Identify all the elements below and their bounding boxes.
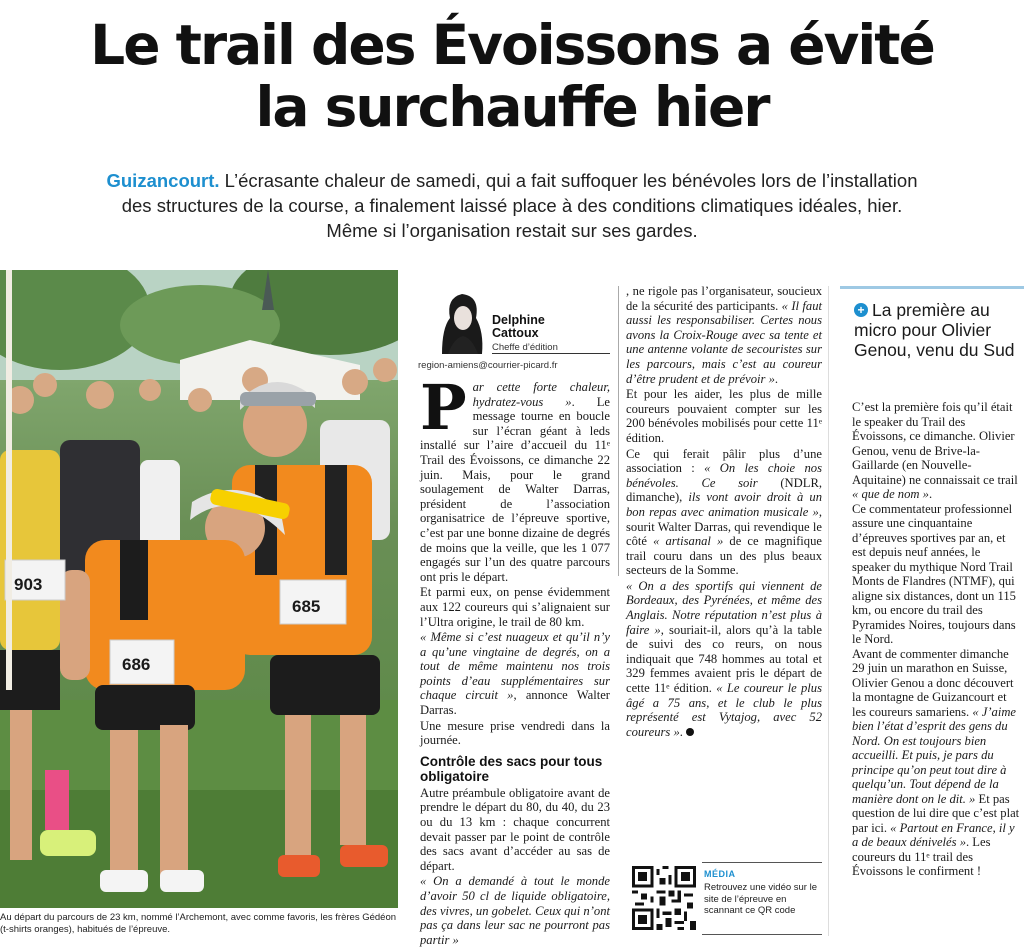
quote: « que de nom » [852, 487, 929, 501]
bib-685: 685 [292, 597, 321, 616]
article-paragraph-6a [420, 874, 610, 947]
quote: « J’aime bien l’état d’esprit des gens du Nord. On est toujours bien accueilli. Et puis, je pars du principe qu’on peut tout dire à quelqu’un. Tout dépend de la manière dont on le dit. » [852, 704, 1017, 806]
bib-903: 903 [14, 575, 43, 594]
lead-text: L’écrasante chaleur de samedi, qui a fait suffoquer les bénévoles lors de l’installation des structures de la course, a finalement laissé place à des conditions climatiques idéales, hier. Même si l’organisation restait sur ses gardes. [121, 170, 918, 241]
article-paragraph-6b [626, 284, 822, 386]
author-last-name: Cattoux [492, 326, 539, 340]
bib-686: 686 [122, 655, 151, 674]
lead-paragraph [100, 168, 924, 243]
text: . [679, 724, 687, 739]
lead-place: Guizancourt. [106, 170, 220, 191]
media-box [630, 862, 824, 940]
sidebar-paragraph-1 [852, 400, 1020, 502]
article-paragraph-5: Autre préambule obligatoire avant de prendre le départ du 80, du 40, du 23 ou du 13 km : chaque concurrent devait passer par le point de contrôle des sacs avant d’accéder au sas de départ. [420, 785, 610, 873]
dropcap: P [420, 371, 467, 444]
author-divider [492, 353, 610, 354]
article-paragraph-4: Une mesure prise vendredi dans la journée. [420, 718, 610, 748]
article-paragraph-3 [420, 630, 610, 718]
author-first-name: Delphine [492, 313, 545, 327]
text: . [928, 487, 933, 501]
text: Ce qui ferait pâlir plus d’une association : [626, 446, 822, 476]
qr-code-icon[interactable] [632, 866, 696, 930]
sidebar-title [854, 300, 1024, 360]
sidebar-paragraph-2: Ce commentateur professionnel assure une cinquantaine d’épreuves sportives par an, et est depuis neuf années, le speaker du mythique Nord Trail Monts de Flandres (NTMF), qui aligne six distances, dont un 115 km, ou encore du trail des Pyramides Noires, toujours dans le Nord. [852, 501, 1016, 646]
article-column-1 [420, 371, 610, 948]
article-paragraph-9 [626, 579, 822, 740]
text: , sourit Walter Darras, qui revendique le côté [626, 504, 822, 549]
quote: « Partout en France, il y a de beaux dénivelés » [852, 820, 1015, 849]
text: Et pas question de lui dire que c’est plat par ici. [852, 791, 1020, 835]
quote: « On a des sportifs qui viennent de Bordeaux, des Pyrénées, et même des Anglais. Notre réputation n’est plus à faire » [626, 578, 822, 637]
article-paragraph-1 [420, 371, 610, 584]
sidebar-box [840, 288, 1024, 378]
media-divider [702, 862, 822, 863]
text: de ce magnifique trail couru dans un des plus beaux secteurs de la Somme. [626, 534, 822, 578]
subheading: Contrôle des sacs pour tous obligatoire [420, 753, 603, 784]
author-block [418, 282, 612, 374]
text: C’est la première fois qu’il était le speaker du Trail des Évoissons, ce dimanche. Olivier Genou, venu de Brive-la-Gaillarde (en Nouvelle-Aquitaine) ne connaissait ce trail [852, 400, 1018, 487]
text: . Le message tourne en boucle sur l’écran géant à leds installé sur l’aire d’accueil du 11ᵉ Trail des Évoissons, ce dimanche 22 juin. Mais, pour le grand soulagement de Walter Darras, président de l’association organisatrice de l’épreuve sportive, c’est par une bonne dizaine de degrés de moins que la veille, que les 1 077 engagés sur l’un des quatre parcours ont pris le départ. [420, 394, 610, 584]
quote: « artisanal » [653, 534, 724, 549]
article-paragraph-8 [626, 447, 822, 578]
sidebar-body [852, 400, 1020, 879]
quote: « Le coureur le plus âgé a 75 ans, et le club le plus représenté est Vytajog, avec 52 coureurs » [626, 681, 822, 739]
sidebar-paragraph-3 [852, 647, 1020, 879]
text: (NDLR, dimanche), [626, 475, 822, 505]
quote: « Même si c’est nuageux et qu’il n’y a qu’une vingtaine de degrés, on a tout de même maintenu nos trois points d’eau supplémentaires sur chaque circuit » [420, 630, 610, 703]
race-start-photo [0, 270, 398, 908]
author-portrait [436, 288, 488, 354]
article-paragraph-2: Et parmi eux, on pense évidemment aux 122 coureurs qui s’alignaient sur l’Ultra origine, le trail de 80 km. [420, 585, 610, 629]
text: Avant de commenter dimanche 29 juin un marathon en Suisse, Olivier Genou a donc découvert la montagne de Guizancourt et les coureurs samariens. [852, 646, 1014, 719]
text: , souriait-il, alors qu’à la table de suivi des co reurs, on nous indiquait que 748 hommes au total et 329 femmes avaient pris le départ de cette 11ᵉ édition. [626, 622, 822, 696]
author-name [492, 314, 582, 340]
quote: « Il faut aussi les responsabiliser. Certes nous avons la Croix-Rouge avec sa tente et une antenne volante de secouristes sur les parcours, mais c’est au coureur d’être prudent et de prévoir » [626, 298, 822, 386]
media-divider-bottom [702, 934, 822, 935]
headline-line-2: la surchauffe hier [255, 75, 769, 139]
media-title: MÉDIA [704, 869, 736, 879]
photo-illustration [0, 270, 398, 908]
sidebar-title-text: La première au micro pour Olivier Genou, venu du Sud [854, 300, 1015, 360]
headline-line-1: Le trail des Évoissons a évité [90, 13, 934, 77]
article-column-2 [626, 284, 822, 740]
author-role: Cheffe d’édition [492, 342, 558, 353]
quote: « On a demandé à tout le monde d’avoir 50 cl de liquide obligatoire, des vivres, un gobelet. Ceux qui n’ont pas ça dans leur sac ne pourront pas partir » [420, 874, 610, 947]
headline [0, 14, 1024, 138]
quote: « On les choie nos bénévoles. Ce soir [626, 461, 822, 490]
media-text: Retrouvez une vidéo sur le site de l’épreuve en scannant ce QR code [704, 882, 818, 916]
text: , annonce Walter Darras. [420, 688, 610, 718]
text: . [774, 371, 779, 386]
text: . Les coureurs du 11ᵉ trail des Évoissons le confirment ! [852, 835, 991, 878]
article-paragraph-7: Et pour les aider, les plus de mille coureurs pouvaient compter sur les 200 bénévoles mobilisés pour cette 11ᵉ édition. [626, 387, 822, 445]
author-email[interactable]: region-amiens@courrier-picard.fr [418, 360, 558, 371]
sidebar-divider [828, 286, 829, 936]
column-divider [618, 286, 619, 576]
text: , ne rigole pas l’organisateur, soucieux de la sécurité des participants. [626, 284, 822, 313]
photo-caption: Au départ du parcours de 23 km, nommé l’Archemont, avec comme favoris, les frères Gédéon (t-shirts oranges), habitués de l’épreuve. [0, 912, 397, 935]
quote: ar cette forte chaleur, hydratez-vous » [472, 380, 610, 409]
end-bullet-icon [686, 728, 694, 736]
quote: ils vont avoir droit à un bon repas avec animation musicale » [626, 490, 822, 519]
plus-icon: + [854, 303, 868, 317]
